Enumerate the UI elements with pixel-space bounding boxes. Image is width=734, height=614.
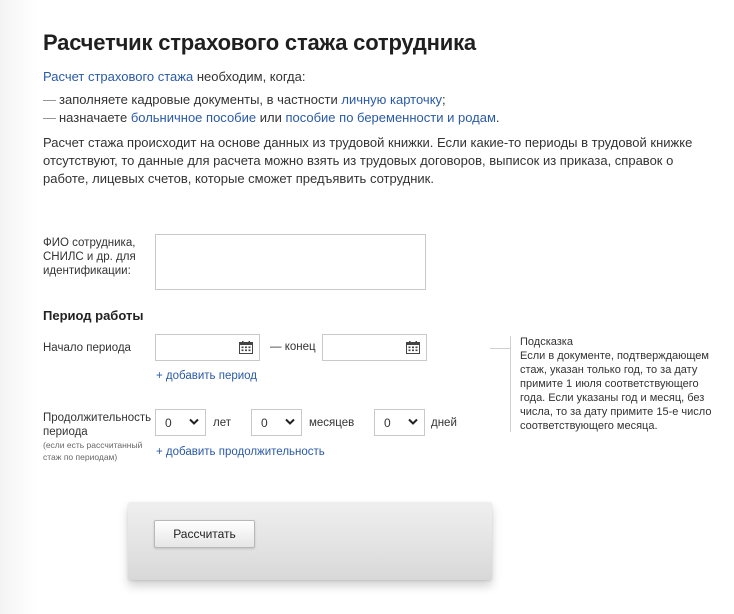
maternity-benefit-link[interactable]: пособие по беременности и родам: [285, 110, 496, 125]
dash-marker: —: [43, 92, 56, 107]
hint-box: [520, 335, 715, 433]
duration-label: [43, 411, 151, 439]
insurance-experience-link[interactable]: Расчет страхового стажа: [43, 69, 194, 84]
bullet-list: [43, 91, 500, 127]
bullet-tail: .: [495, 110, 500, 125]
end-period-label: — конец: [270, 341, 316, 353]
hint-title: Подсказка: [520, 336, 573, 348]
bullet-middle: или: [256, 110, 286, 125]
end-date-input[interactable]: [322, 334, 427, 361]
fio-label-line: идентификации:: [43, 265, 131, 277]
calculate-button[interactable]: Рассчитать: [154, 520, 255, 548]
fio-label-line: ФИО сотрудника,: [43, 237, 136, 249]
chevron-down-icon: [408, 418, 418, 426]
add-period-link[interactable]: + добавить период: [156, 370, 258, 382]
intro-rest: необходим, когда:: [193, 69, 306, 84]
sick-leave-benefit-link[interactable]: больничное пособие: [130, 110, 257, 125]
days-select[interactable]: [374, 409, 425, 436]
list-item: [43, 91, 500, 109]
fio-label-line: СНИЛС и др. для: [43, 251, 136, 263]
fio-label: [43, 236, 136, 278]
years-value: 0: [165, 416, 172, 430]
page-title: Расчетчик страхового стажа сотрудника: [43, 30, 476, 55]
left-edge-shade: [0, 0, 38, 614]
duration-note-line: стаж по периодам): [43, 452, 118, 462]
duration-label-line: Продолжительность: [43, 412, 152, 424]
hint-divider: [510, 336, 511, 432]
start-period-label: Начало периода: [43, 342, 131, 354]
chevron-down-icon: [285, 418, 295, 426]
calendar-icon[interactable]: [406, 341, 420, 354]
period-heading: Период работы: [43, 308, 144, 323]
bullet-tail: ;: [442, 92, 446, 107]
bullet-text: назначаете: [59, 110, 131, 125]
duration-note-line: (если есть рассчитанный: [43, 440, 143, 450]
hint-text: Если в документе, подтверждающем стаж, указан только год, то за дату примите 1 июля соответствующего года. Если указаны год и месяц, без числа, то за дату примите 15-е число соответствующего месяца.: [520, 350, 712, 432]
calculate-panel: [128, 502, 492, 580]
years-select[interactable]: [155, 409, 206, 436]
days-unit: дней: [431, 417, 457, 429]
duration-note: [43, 439, 153, 463]
personal-card-link[interactable]: личную карточку: [341, 92, 443, 107]
list-item: [43, 109, 500, 127]
start-date-input[interactable]: [155, 334, 260, 361]
months-value: 0: [261, 416, 268, 430]
chevron-down-icon: [189, 418, 199, 426]
hint-divider: [490, 348, 510, 349]
months-select[interactable]: [251, 409, 302, 436]
years-unit: лет: [213, 417, 231, 429]
add-duration-link[interactable]: + добавить продолжительность: [156, 446, 325, 458]
dash-marker: —: [43, 110, 56, 125]
months-unit: месяцев: [309, 417, 355, 429]
fio-input[interactable]: [155, 234, 426, 290]
calendar-icon[interactable]: [239, 341, 253, 354]
intro-text: [43, 69, 305, 84]
bullet-text: заполняете кадровые документы, в частности: [59, 92, 342, 107]
description-paragraph: Расчет стажа происходит на основе данных из трудовой книжки. Если какие-то периоды в трудовой книжке отсутствуют, то данные для расчета можно взять из трудовых договоров, выписок из приказа, справок о работе, лицевых счетов, которые сможет предъявить сотрудник.: [43, 135, 693, 186]
days-value: 0: [384, 416, 391, 430]
duration-label-line: периода: [43, 426, 88, 438]
